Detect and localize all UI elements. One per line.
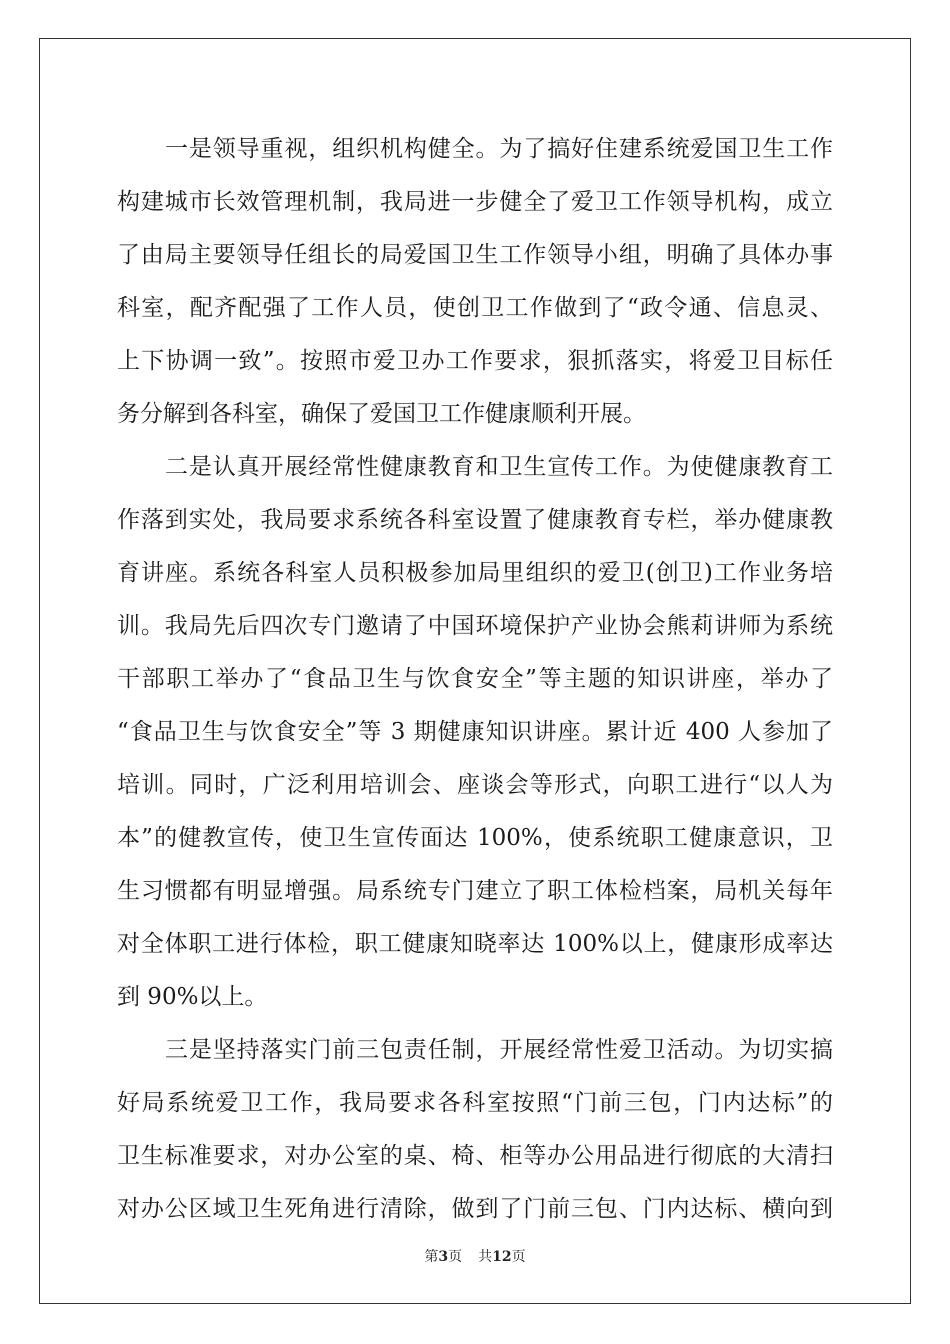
- text-line: “食品卫生与饮食安全”等 3 期健康知识讲座。累计近 400 人参加了: [117, 719, 833, 745]
- text-line: 上下协调一致”。按照市爱卫办工作要求，狠抓落实，将爱卫目标任: [117, 348, 833, 374]
- text-line: 对办公区域卫生死角进行清除，做到了门前三包、门内达标、横向到: [117, 1196, 833, 1222]
- page-prefix: 第: [424, 1249, 439, 1265]
- document-body: [117, 123, 833, 1236]
- text-line: 一是领导重视，组织机构健全。为了搞好住建系统爱国卫生工作: [165, 136, 833, 162]
- text-line: 本”的健教宣传，使卫生宣传面达 100%，使系统职工健康意识，卫: [117, 825, 833, 851]
- text-line: 好局系统爱卫工作，我局要求各科室按照“门前三包，门内达标”的: [117, 1090, 833, 1116]
- text-line: 构建城市长效管理机制，我局进一步健全了爱卫工作领导机构，成立: [117, 189, 833, 215]
- text-line: 到 90%以上。: [117, 984, 268, 1010]
- text-line: 了由局主要领导任组长的局爱国卫生工作领导小组，明确了具体办事: [117, 242, 833, 268]
- total-pages: 12: [492, 1249, 512, 1265]
- text-line: 训。我局先后四次专门邀请了中国环境保护产业协会熊莉讲师为系统: [117, 613, 833, 639]
- text-line: 干部职工举办了“食品卫生与饮食安全”等主题的知识讲座，举办了: [117, 666, 833, 692]
- text-line: 生习惯都有明显增强。局系统专门建立了职工体检档案，局机关每年: [117, 878, 833, 904]
- text-line: 卫生标准要求，对办公室的桌、椅、柜等办公用品进行彻底的大清扫: [117, 1143, 833, 1169]
- text-line: 对全体职工进行体检，职工健康知晓率达 100%以上，健康形成率达: [117, 931, 833, 957]
- page-suffix: 页: [448, 1249, 463, 1265]
- text-line: 作落到实处，我局要求系统各科室设置了健康教育专栏，举办健康教: [117, 507, 833, 533]
- text-line: 培训。同时，广泛利用培训会、座谈会等形式，向职工进行“以人为: [117, 772, 833, 798]
- page-footer: [0, 1246, 950, 1266]
- total-suffix: 页: [511, 1249, 526, 1265]
- text-line: 务分解到各科室，确保了爱国卫工作健康顺利开展。: [117, 401, 646, 427]
- text-line: 三是坚持落实门前三包责任制，开展经常性爱卫活动。为切实搞: [165, 1037, 833, 1063]
- text-line: 二是认真开展经常性健康教育和卫生宣传工作。为使健康教育工: [165, 454, 833, 480]
- text-line: 育讲座。系统各科室人员积极参加局里组织的爱卫(创卫)工作业务培: [117, 560, 833, 586]
- page-number: 3: [438, 1249, 449, 1265]
- text-line: 科室，配齐配强了工作人员，使创卫工作做到了“政令通、信息灵、: [117, 295, 833, 321]
- total-prefix: 共: [478, 1249, 493, 1265]
